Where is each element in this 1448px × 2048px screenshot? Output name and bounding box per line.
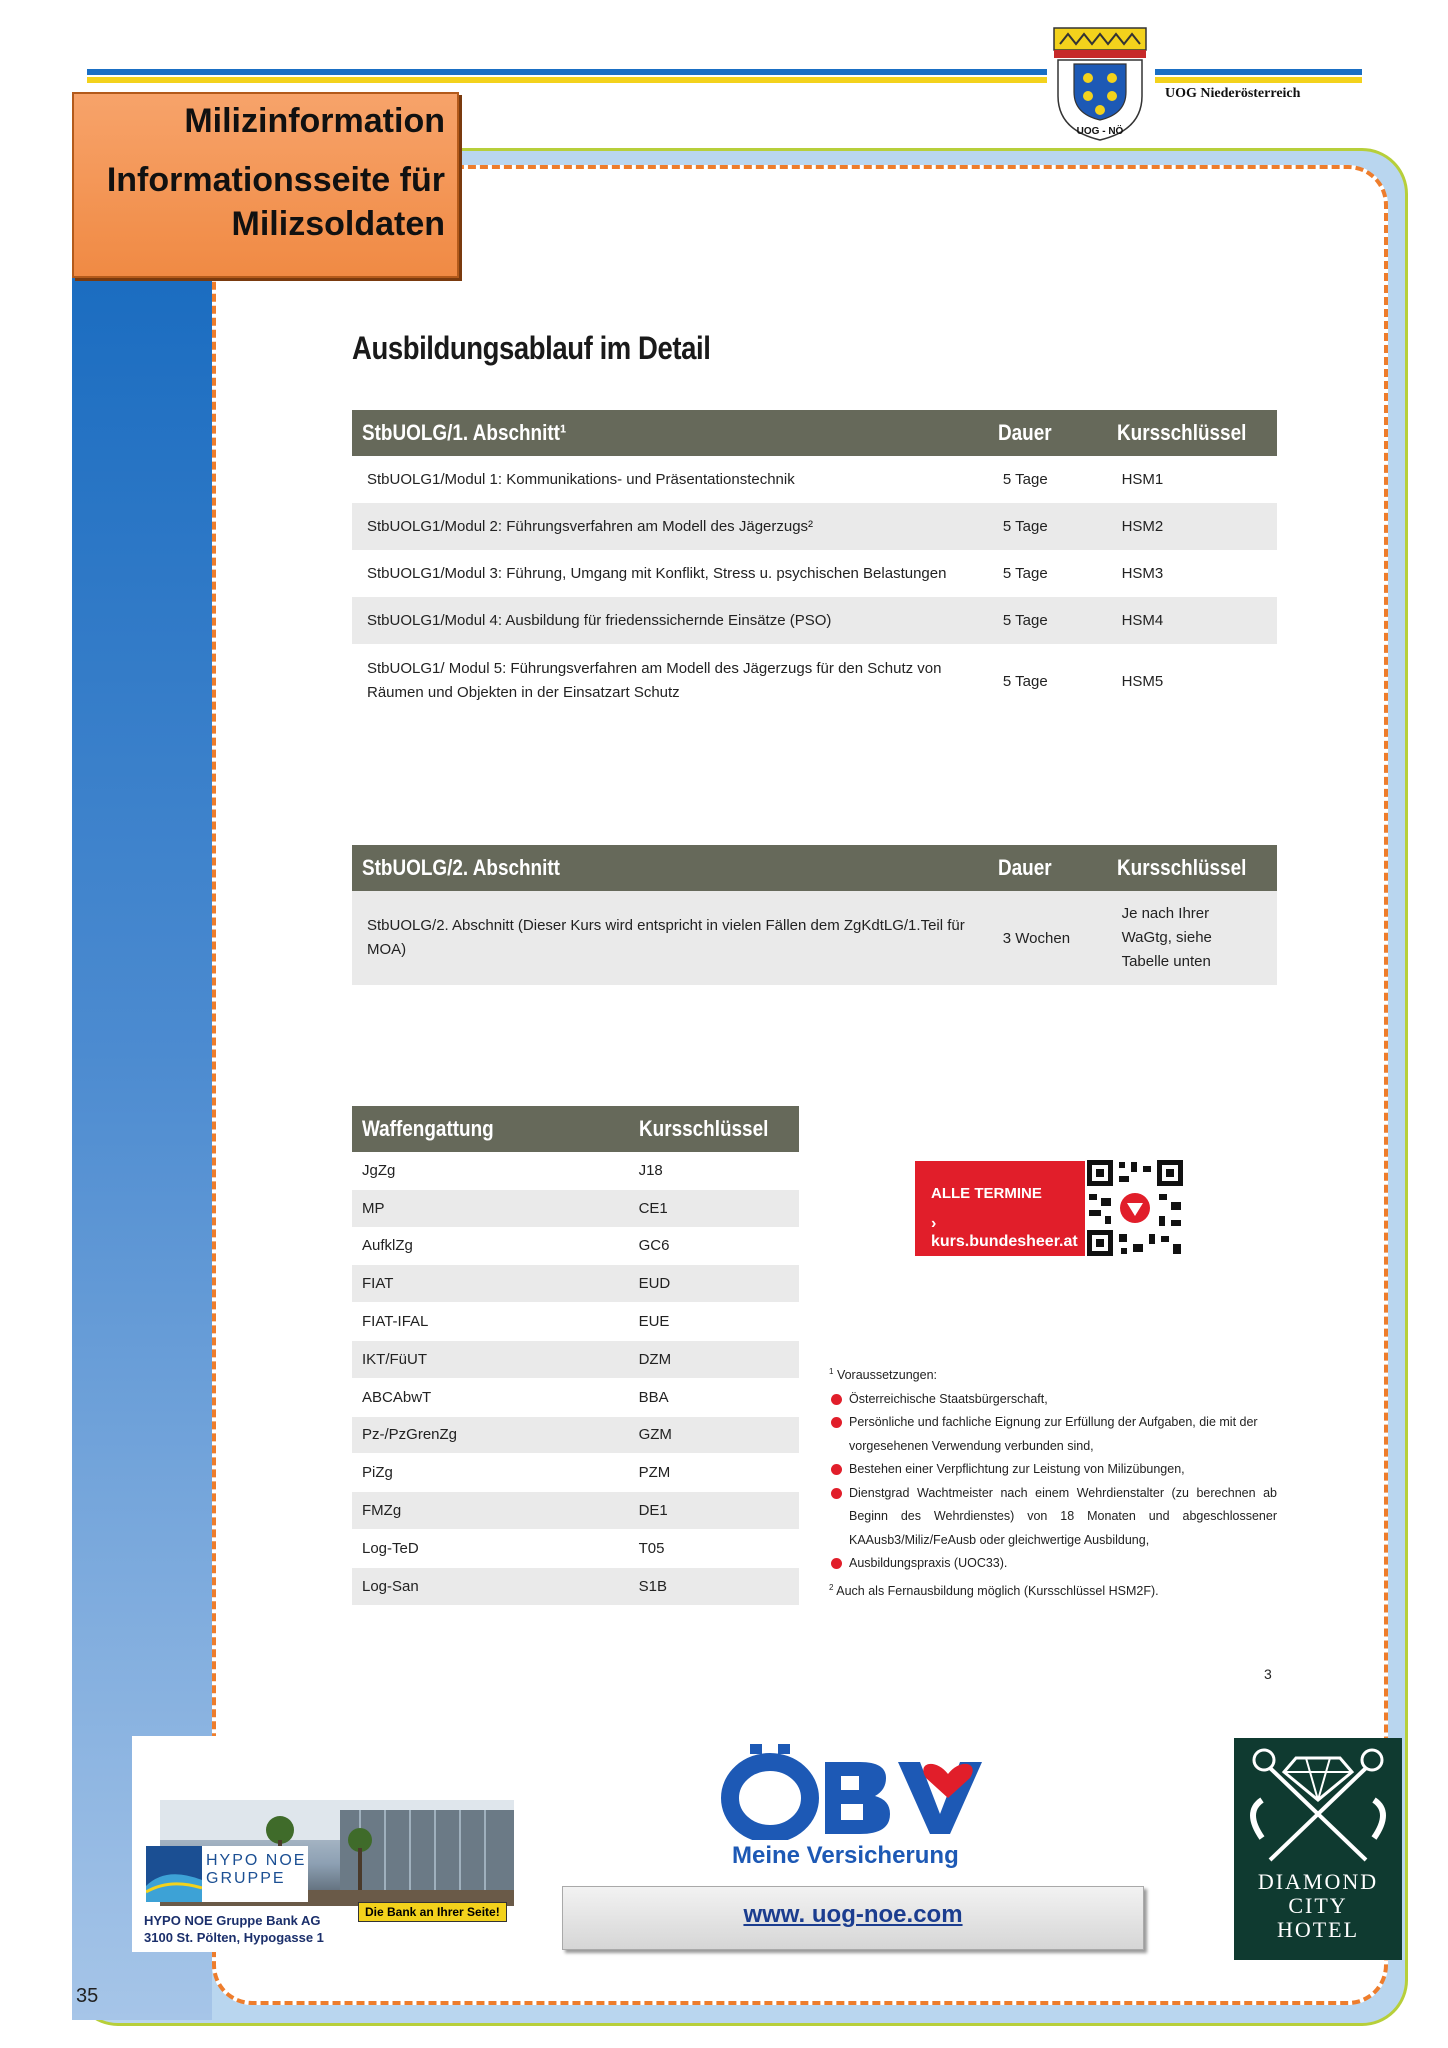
alle-termine-label: ALLE TERMINE — [931, 1185, 1042, 1202]
table-abschnitt1 — [352, 410, 1277, 718]
key-cell: EUE — [629, 1303, 799, 1341]
obv-ad[interactable] — [720, 1740, 990, 1880]
col-header-key: Kursschlüssel — [1107, 410, 1277, 456]
uog-website-link[interactable]: www. uog-noe.com — [743, 1901, 963, 1928]
key-cell: EUD — [629, 1265, 799, 1303]
alle-termine-link[interactable] — [915, 1161, 1085, 1256]
check-icon — [831, 1558, 842, 1569]
key-cell: HSM2 — [1107, 503, 1277, 550]
table-row — [352, 1227, 799, 1265]
org-label: UOG Niederösterreich — [1165, 86, 1301, 101]
table-row — [352, 1567, 799, 1605]
hypo-logo-text: HYPO NOE GRUPPE — [206, 1852, 307, 1887]
table-header — [352, 845, 1277, 891]
key-cell: CE1 — [629, 1189, 799, 1227]
hotel-logo-icon — [1234, 1738, 1402, 1868]
wg-cell: JgZg — [352, 1152, 629, 1189]
hypo-wave-icon — [146, 1846, 202, 1902]
table-row — [352, 1529, 799, 1567]
header-stripe-yellow-right — [1155, 77, 1362, 83]
col-header-dauer: Dauer — [988, 845, 1107, 891]
table-row — [352, 1189, 799, 1227]
col-header-course: StbUOLG/1. Abschnitt¹ — [352, 410, 988, 456]
table-row — [352, 891, 1277, 985]
key-cell: HSM4 — [1107, 597, 1277, 644]
wg-cell: Log-TeD — [352, 1529, 629, 1567]
table-row — [352, 1340, 799, 1378]
check-icon — [831, 1417, 842, 1428]
table-abschnitt2 — [352, 845, 1277, 985]
key-cell: GC6 — [629, 1227, 799, 1265]
kurs-url: › kurs.bundesheer.at — [931, 1215, 1078, 1250]
dauer-cell: 5 Tage — [1002, 471, 1048, 488]
table-row — [352, 1378, 799, 1416]
check-icon — [831, 1464, 842, 1475]
key-cell: PZM — [629, 1454, 799, 1492]
footnotes — [829, 1360, 1277, 1603]
dauer-cell: 5 Tage — [1002, 672, 1048, 690]
uog-website-button[interactable] — [562, 1886, 1144, 1950]
col-header-course: StbUOLG/2. Abschnitt — [352, 845, 988, 891]
hypo-slogan: Die Bank an Ihrer Seite! — [358, 1902, 507, 1922]
wg-cell: AufklZg — [352, 1227, 629, 1265]
crest-text: UOG - NÖ — [1076, 126, 1124, 137]
key-cell: J18 — [629, 1152, 799, 1189]
wg-cell: Pz-/PzGrenZg — [352, 1416, 629, 1454]
check-icon — [831, 1488, 842, 1499]
hypo-noe-ad[interactable] — [132, 1736, 528, 1952]
table-row — [352, 456, 1277, 503]
dauer-cell: 5 Tage — [988, 597, 1107, 644]
table-row — [352, 503, 1277, 550]
key-cell: BBA — [629, 1378, 799, 1416]
obv-logo — [720, 1740, 990, 1840]
key-cell: HSM5 — [1121, 672, 1164, 690]
hotel-name: DIAMOND CITY HOTEL — [1257, 1869, 1379, 1942]
wg-cell: Log-San — [352, 1567, 629, 1605]
key-cell: DZM — [629, 1340, 799, 1378]
page-heading: Ausbildungsablauf im Detail — [352, 330, 711, 366]
wg-cell: FIAT — [352, 1265, 629, 1303]
wg-cell: FMZg — [352, 1492, 629, 1530]
key-cell: HSM3 — [1121, 565, 1164, 582]
key-cell: HSM1 — [1121, 471, 1164, 488]
table-row — [352, 1454, 799, 1492]
note-item: Dienstgrad Wachtmeister nach einem Wehrdienstalter (zu berechnen ab Beginn des Wehrdienstes) von 18 Monaten und abgeschlossener KAAusb3/Miliz/FeAusb oder gleichwertige Ausbildung, — [829, 1482, 1277, 1553]
key-cell: T05 — [629, 1529, 799, 1567]
key-cell: S1B — [629, 1567, 799, 1605]
col-header-key: Kursschlüssel — [629, 1106, 799, 1152]
wg-cell: FIAT-IFAL — [352, 1303, 629, 1341]
table-row — [352, 644, 1277, 718]
wg-cell: IKT/FüUT — [352, 1340, 629, 1378]
dauer-cell: 5 Tage — [1002, 565, 1048, 582]
note-item: Österreichische Staatsbürgerschaft, — [829, 1388, 1277, 1412]
course-cell: StbUOLG1/Modul 2: Führungsverfahren am Modell des Jägerzugs² — [352, 503, 988, 550]
dauer-cell: 3 Wochen — [988, 891, 1107, 985]
obv-slogan: Meine Versicherung — [732, 1842, 959, 1869]
wg-cell: ABCAbwT — [352, 1378, 629, 1416]
table-row — [352, 1265, 799, 1303]
qr-code-icon[interactable] — [1085, 1158, 1185, 1258]
wg-cell: PiZg — [352, 1454, 629, 1492]
key-cell: DE1 — [629, 1492, 799, 1530]
hypo-address: HYPO NOE Gruppe Bank AG 3100 St. Pölten, Hypogasse 1 — [144, 1913, 324, 1945]
key-cell: Je nach Ihrer WaGtg, siehe Tabelle unten — [1107, 891, 1277, 985]
dauer-cell: 5 Tage — [988, 503, 1107, 550]
page-number: 35 — [76, 1985, 99, 2007]
title-line2: Informationsseite für Milizsoldaten — [106, 161, 445, 243]
uog-crest-logo — [1052, 26, 1148, 142]
table-row — [352, 1303, 799, 1341]
check-icon — [831, 1394, 842, 1405]
diamond-city-hotel-ad[interactable] — [1234, 1738, 1402, 1960]
note-item: Ausbildungspraxis (UOC33). — [829, 1552, 1277, 1576]
wg-cell: MP — [352, 1189, 629, 1227]
title-line1: Milizinformation — [184, 102, 445, 140]
notes-title: $^1$ Voraussetzungen: — [829, 1367, 938, 1383]
hypo-logo — [146, 1846, 308, 1902]
course-cell: StbUOLG/2. Abschnitt (Dieser Kurs wird entspricht in vielen Fällen dem ZgKdtLG/1.Teil für MOA) — [352, 891, 988, 985]
inner-page-number: 3 — [1264, 1666, 1272, 1682]
table-row — [352, 597, 1277, 644]
table-header — [352, 1106, 799, 1152]
col-header-wg: Waffengattung — [352, 1106, 629, 1152]
table-row — [352, 550, 1277, 597]
table-header — [352, 410, 1277, 456]
header-stripe-blue — [87, 69, 1047, 75]
footnote-2: $^2$ Auch als Fernausbildung möglich (Kursschlüssel HSM2F). — [829, 1582, 1159, 1598]
col-header-dauer: Dauer — [988, 410, 1107, 456]
course-cell: StbUOLG1/Modul 1: Kommunikations- und Präsentationstechnik — [367, 471, 795, 488]
table-waffengattung — [352, 1106, 799, 1606]
table-row — [352, 1416, 799, 1454]
col-header-key: Kursschlüssel — [1107, 845, 1277, 891]
header-stripe-blue-right — [1155, 69, 1362, 75]
note-item: Persönliche und fachliche Eignung zur Erfüllung der Aufgaben, die mit der vorgesehenen Verwendung verbunden sind, — [829, 1411, 1277, 1458]
course-cell: StbUOLG1/Modul 3: Führung, Umgang mit Konflikt, Stress u. psychischen Belastungen — [367, 565, 947, 582]
table-row — [352, 1492, 799, 1530]
table-row — [352, 1152, 799, 1189]
title-box — [72, 92, 459, 278]
note-item: Bestehen einer Verpflichtung zur Leistung von Milizübungen, — [829, 1458, 1277, 1482]
course-cell: StbUOLG1/Modul 4: Ausbildung für friedenssichernde Einsätze (PSO) — [352, 597, 988, 644]
key-cell: GZM — [629, 1416, 799, 1454]
header-stripe-yellow — [87, 77, 1047, 83]
course-cell: StbUOLG1/ Modul 5: Führungsverfahren am Modell des Jägerzugs für den Schutz von Räumen und Objekten in der Einsatzart Schutz — [367, 660, 942, 701]
